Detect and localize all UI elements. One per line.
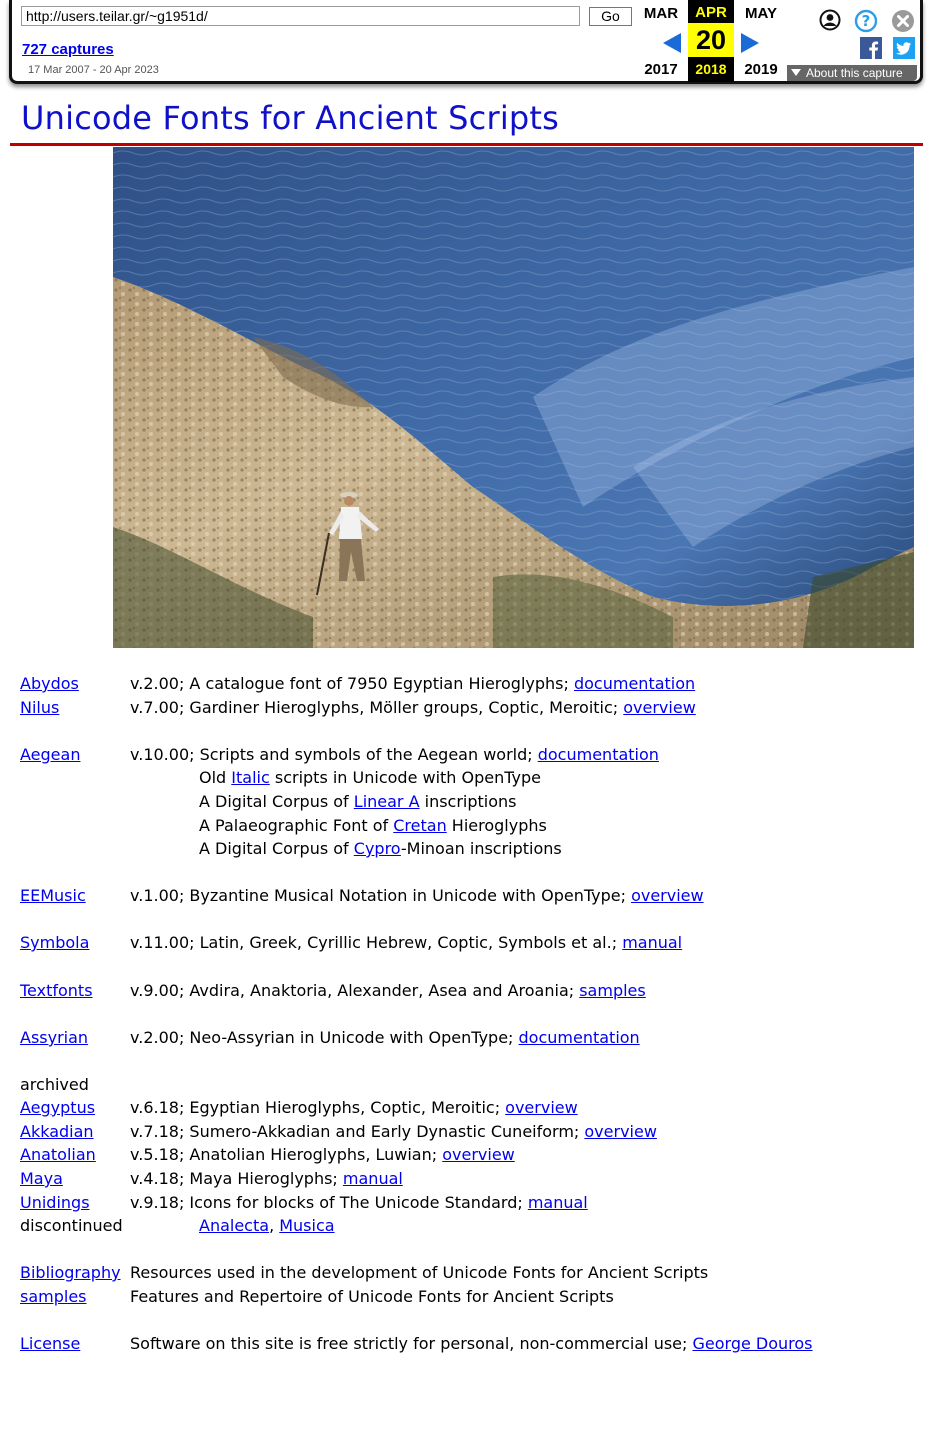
aegean-documentation-link[interactable]: documentation (537, 745, 659, 764)
font-desc-text: v.6.18; Egyptian Hieroglyphs, Coptic, Meroitic; (130, 1098, 506, 1117)
license-link[interactable]: License (20, 1334, 81, 1353)
font-row-textfonts (0, 979, 950, 1003)
maya-manual-link[interactable]: manual (342, 1169, 403, 1188)
font-desc-text: v.9.00; Avdira, Anaktoria, Alexander, Asea and Aroania; (130, 981, 580, 1000)
font-desc-maya (130, 1167, 403, 1191)
twitter-icon[interactable] (893, 37, 915, 59)
samples-link[interactable]: samples (20, 1287, 87, 1306)
license-text: Software on this site is free strictly for personal, non-commercial use; (130, 1334, 693, 1353)
musica-link[interactable]: Musica (279, 1216, 335, 1235)
font-link-assyrian[interactable]: Assyrian (20, 1028, 89, 1047)
font-link-anatolian[interactable]: Anatolian (20, 1145, 96, 1164)
akkadian-overview-link[interactable]: overview (584, 1122, 657, 1141)
font-link-maya[interactable]: Maya (20, 1169, 63, 1188)
next-year-label: 2019 (744, 61, 778, 78)
facebook-icon[interactable] (860, 37, 882, 59)
font-link-nilus[interactable]: Nilus (20, 698, 60, 717)
sub-text: Hieroglyphs (446, 816, 547, 835)
cur-day-label: 20 (688, 23, 734, 57)
author-link[interactable]: George Douros (692, 1334, 813, 1353)
font-link-symbola[interactable]: Symbola (20, 933, 90, 952)
discontinued-label: discontinued (20, 1216, 123, 1235)
sub-text: Old (199, 768, 232, 787)
font-desc-text: v.11.00; Latin, Greek, Cyrillic Hebrew, Coptic, Symbols et al.; (130, 933, 623, 952)
font-desc-akkadian (130, 1120, 657, 1144)
resource-row-samples (0, 1285, 950, 1309)
title-rule (10, 143, 923, 146)
sub-text: scripts in Unicode with OpenType (269, 768, 542, 787)
font-desc-nilus (130, 696, 696, 720)
cur-year-label: 2018 (695, 61, 727, 77)
svg-text:?: ? (861, 12, 871, 30)
sub-text: A Palaeographic Font of (199, 816, 394, 835)
font-desc-eemusic (130, 884, 704, 908)
next-capture-arrow-icon[interactable] (741, 33, 759, 53)
font-link-unidings[interactable]: Unidings (20, 1193, 90, 1212)
resource-row-license (0, 1332, 950, 1356)
sub-text: A Digital Corpus of (199, 792, 354, 811)
font-link-aegean[interactable]: Aegean (20, 745, 81, 764)
samples-desc: Features and Repertoire of Unicode Fonts for Ancient Scripts (130, 1287, 614, 1306)
next-month-label: MAY (745, 5, 777, 22)
aegean-sub-linear-a (0, 790, 950, 814)
wayback-captures-link[interactable]: 727 captures (22, 41, 114, 58)
aegean-sub-cypro (0, 837, 950, 861)
license-desc (130, 1332, 813, 1356)
font-desc-text: v.2.00; A catalogue font of 7950 Egyptian Hieroglyphs; (130, 674, 574, 693)
font-row-aegean (0, 743, 950, 767)
font-link-abydos[interactable]: Abydos (20, 674, 79, 693)
font-desc-text: v.7.00; Gardiner Hieroglyphs, Möller groups, Coptic, Meroitic; (130, 698, 624, 717)
wayback-current-capture (688, 0, 734, 82)
font-row-akkadian (0, 1120, 950, 1144)
sub-text: A Digital Corpus of (199, 839, 354, 858)
eemusic-overview-link[interactable]: overview (631, 886, 704, 905)
italic-link[interactable]: Italic (231, 768, 270, 787)
font-desc-aegean (130, 743, 659, 767)
font-desc-anatolian (130, 1143, 515, 1167)
aegean-sub-cretan (0, 814, 950, 838)
hero-photo-coast (113, 147, 914, 648)
font-desc-text: v.9.18; Icons for blocks of The Unicode Standard; (130, 1193, 528, 1212)
about-capture-label: About this capture (806, 66, 903, 80)
user-icon[interactable] (819, 9, 841, 31)
font-desc-text: v.5.18; Anatolian Hieroglyphs, Luwian; (130, 1145, 443, 1164)
assyrian-documentation-link[interactable]: documentation (518, 1028, 640, 1047)
help-icon[interactable] (854, 9, 878, 33)
font-desc-text: v.1.00; Byzantine Musical Notation in Unicode with OpenType; (130, 886, 632, 905)
font-row-symbola (0, 931, 950, 955)
font-row-unidings (0, 1191, 950, 1215)
font-link-aegyptus[interactable]: Aegyptus (20, 1098, 96, 1117)
font-row-assyrian (0, 1026, 950, 1050)
bibliography-desc: Resources used in the development of Unicode Fonts for Ancient Scripts (130, 1263, 709, 1282)
prev-year-label: 2017 (644, 61, 678, 78)
font-desc-aegyptus (130, 1096, 578, 1120)
symbola-manual-link[interactable]: manual (622, 933, 683, 952)
font-row-nilus (0, 696, 950, 720)
linear-a-link[interactable]: Linear A (353, 792, 420, 811)
triangle-down-icon (791, 69, 801, 76)
font-desc-text: v.4.18; Maya Hieroglyphs; (130, 1169, 343, 1188)
wayback-url-input[interactable] (21, 6, 580, 26)
font-desc-symbola (130, 931, 682, 955)
aegean-sub-italic (0, 766, 950, 790)
archived-label: archived (20, 1075, 89, 1094)
discontinued-separator: , (269, 1216, 280, 1235)
font-row-eemusic (0, 884, 950, 908)
unidings-manual-link[interactable]: manual (527, 1193, 588, 1212)
font-row-anatolian (0, 1143, 950, 1167)
font-desc-unidings (130, 1191, 588, 1215)
prev-capture-arrow-icon[interactable] (663, 33, 681, 53)
abydos-documentation-link[interactable]: documentation (573, 674, 696, 693)
font-link-akkadian[interactable]: Akkadian (20, 1122, 94, 1141)
textfonts-samples-link[interactable]: samples (579, 981, 646, 1000)
font-desc-textfonts (130, 979, 646, 1003)
font-desc-text: v.2.00; Neo-Assyrian in Unicode with OpenType; (130, 1028, 519, 1047)
wayback-about-capture-toggle[interactable] (787, 65, 917, 81)
bibliography-link[interactable]: Bibliography (20, 1263, 121, 1282)
resource-row-bibliography (0, 1261, 950, 1285)
wayback-toolbar (9, 0, 923, 84)
nilus-overview-link[interactable]: overview (623, 698, 696, 717)
cretan-link[interactable]: Cretan (393, 816, 447, 835)
font-desc-assyrian (130, 1026, 640, 1050)
anatolian-overview-link[interactable]: overview (442, 1145, 515, 1164)
font-link-eemusic[interactable]: EEMusic (20, 886, 86, 905)
cypro-link[interactable]: Cypro (353, 839, 401, 858)
page-title: Unicode Fonts for Ancient Scripts (21, 99, 560, 137)
font-row-abydos (0, 672, 950, 696)
font-desc-text: v.10.00; Scripts and symbols of the Aegean world; (130, 745, 538, 764)
wayback-capture-range: 17 Mar 2007 - 20 Apr 2023 (28, 64, 159, 76)
sub-text: inscriptions (419, 792, 517, 811)
prev-month-label: MAR (643, 5, 679, 22)
analecta-link[interactable]: Analecta (199, 1216, 270, 1235)
wayback-go-button[interactable]: Go (589, 7, 632, 26)
discontinued-row (0, 1214, 950, 1238)
font-row-aegyptus (0, 1096, 950, 1120)
close-icon[interactable] (891, 9, 915, 33)
font-desc-abydos (130, 672, 695, 696)
font-row-maya (0, 1167, 950, 1191)
font-desc-text: v.7.18; Sumero-Akkadian and Early Dynastic Cuneiform; (130, 1122, 585, 1141)
cur-month-label: APR (695, 4, 727, 21)
aegyptus-overview-link[interactable]: overview (505, 1098, 578, 1117)
font-link-textfonts[interactable]: Textfonts (20, 981, 93, 1000)
sub-text: -Minoan inscriptions (400, 839, 562, 858)
archived-heading-row (0, 1073, 950, 1097)
